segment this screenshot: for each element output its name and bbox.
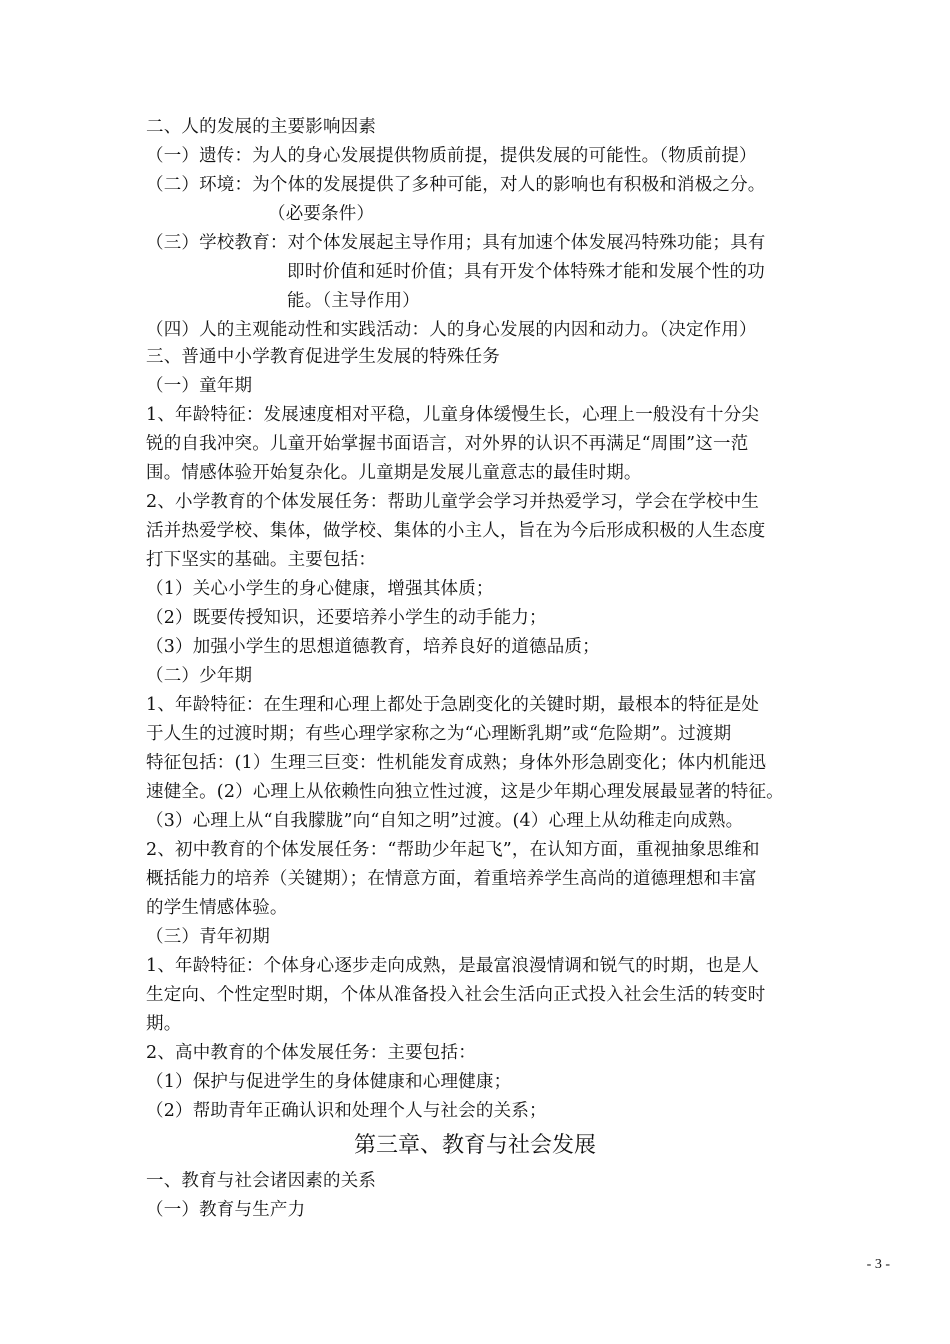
text-line: 于人生的过渡时期；有些心理学家称之为“心理断乳期”或“危险期”。过渡期 [146,724,732,744]
section-heading: 二、人的发展的主要影响因素 [146,117,377,137]
subsection-heading: （一）童年期 [146,376,253,396]
text-line: （一）遗传：为人的身心发展提供物质前提，提供发展的可能性。（物质前提） [146,146,757,166]
list-item: （2）帮助青年正确认识和处理个人与社会的关系； [146,1101,547,1121]
text-line: 的学生情感体验。 [146,898,288,918]
chapter-title: 第三章、教育与社会发展 [353,1133,596,1158]
text-line: 锐的自我冲突。儿童开始掌握书面语言，对外界的认识不再满足“周围”这一范 [146,434,749,454]
list-item: （1）保护与促进学生的身体健康和心理健康； [146,1072,512,1092]
subsection-heading: （一）教育与生产力 [146,1200,306,1220]
text-line: （3）心理上从“自我朦胧”向“自知之明”过渡。(4）心理上从幼稚走向成熟。 [146,811,744,831]
text-line: （二）环境：为个体的发展提供了多种可能，对人的影响也有积极和消极之分。 [146,175,766,195]
list-item: （1）关心小学生的身心健康，增强其体质； [146,579,494,599]
text-line: 活并热爱学校、集体，做学校、集体的小主人，旨在为今后形成积极的人生态度 [146,521,766,541]
list-item: （3）加强小学生的思想道德教育，培养良好的道德品质； [146,637,600,657]
text-line: 围。情感体验开始复杂化。儿童期是发展儿童意志的最佳时期。 [146,463,642,483]
subsection-heading: （二）少年期 [146,666,253,686]
text-line: （必要条件） [268,204,375,224]
text-line: 打下坚实的基础。主要包括： [146,550,377,570]
text-line: 1、年龄特征：在生理和心理上都处于急剧变化的关键时期，最根本的特征是处 [146,695,760,715]
text-line: 即时价值和延时价值；具有开发个体特殊才能和发展个性的功 [287,262,765,282]
page-number: - 3 - [866,1257,890,1272]
text-line: 速健全。(2）心理上从依赖性向独立性过渡，这是少年期心理发展最显著的特征。 [146,782,784,802]
section-heading: 一、教育与社会诸因素的关系 [146,1171,377,1191]
text-line: 2、小学教育的个体发展任务：帮助儿童学会学习并热爱学习，学会在学校中生 [146,492,760,512]
text-line: 2、初中教育的个体发展任务：“帮助少年起飞”，在认知方面，重视抽象思维和 [146,840,760,860]
text-line: （三）学校教育：对个体发展起主导作用；具有加速个体发展冯特殊功能；具有 [146,233,766,253]
text-line: 概括能力的培养（关键期）；在情意方面，着重培养学生高尚的道德理想和丰富 [146,869,757,889]
text-line: 特征包括：(1）生理三巨变：性机能发育成熟；身体外形急剧变化；体内机能迅 [146,753,767,773]
section-heading: 三、普通中小学教育促进学生发展的特殊任务 [146,347,500,367]
text-line: （四）人的主观能动性和实践活动：人的身心发展的内因和动力。（决定作用） [146,320,757,340]
text-line: 2、高中教育的个体发展任务：主要包括： [146,1043,476,1063]
list-item: （2）既要传授知识，还要培养小学生的动手能力； [146,608,547,628]
text-line: 期。 [146,1014,182,1034]
subsection-heading: （三）青年初期 [146,927,270,947]
text-line: 1、年龄特征：发展速度相对平稳，儿童身体缓慢生长，心理上一般没有十分尖 [146,405,760,425]
text-line: 生定向、个性定型时期，个体从准备投入社会生活向正式投入社会生活的转变时 [146,985,766,1005]
text-line: 1、年龄特征：个体身心逐步走向成熟，是最富浪漫情调和锐气的时期，也是人 [146,956,760,976]
text-line: 能。（主导作用） [287,291,420,311]
